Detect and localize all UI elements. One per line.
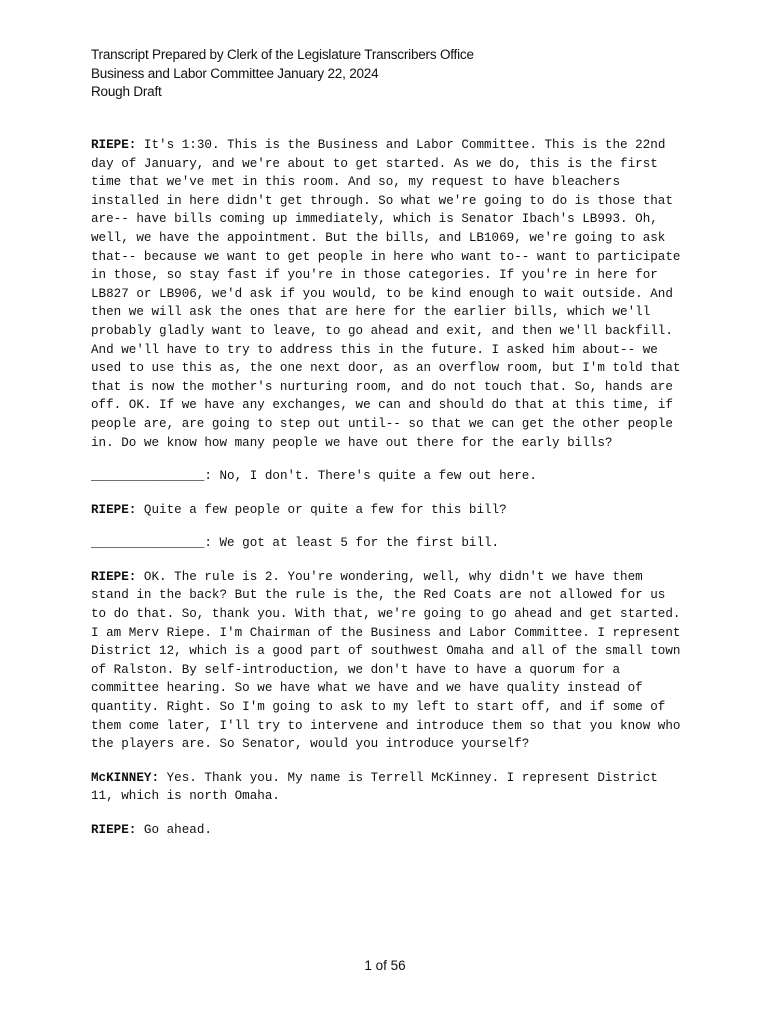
speaker-name: _______________:: [91, 469, 212, 484]
speech-text: Go ahead.: [143, 823, 212, 837]
transcript-paragraph: [91, 467, 681, 486]
transcript-paragraph: [91, 769, 681, 806]
transcript-paragraph: [91, 821, 681, 840]
speaker-name: _______________:: [91, 536, 212, 551]
header-line-3: Rough Draft: [91, 84, 162, 99]
speech-text: No, I don't. There's quite a few out here.: [219, 469, 537, 484]
speaker-name: RIEPE:: [91, 502, 137, 517]
transcript-paragraph: [91, 136, 681, 452]
speaker-name: RIEPE:: [91, 569, 137, 584]
transcript-body: [91, 136, 681, 855]
header-line-2: Business and Labor Committee January 22, 2024: [91, 65, 379, 81]
transcript-paragraph: [91, 568, 681, 754]
speaker-name: McKINNEY:: [91, 770, 160, 785]
speaker-name: RIEPE:: [91, 138, 137, 152]
speech-text: Yes. Thank you. My name is Terrell McKinney. I represent District 11, which is north Omaha.: [91, 770, 658, 804]
header-line-1: Transcript Prepared by Clerk of the Legislature Transcribers Office: [91, 47, 474, 62]
speech-text: Quite a few people or quite a few for this bill?: [143, 502, 507, 517]
speech-text: It's 1:30. This is the Business and Labor Committee. This is the 22nd day of January, and we're about to get started. As we do, this is the first time that we've met in this room. And so, my request to have bleachers installed in here didn't get through. So what we're going to do is those that are-- have bills coming up immediately, which is Senator Ibach's LB993. Oh, well, we have the appointment. But the bills, and LB1069, we're going to ask that-- because we want to get people in here who want to-- want to participate in those, so stay fast if you're in those categories. If you're in here for LB827 or LB906, we'd ask if you would, to be kind enough to wait outside. And then we will ask the ones that are here for the earlier bills, which we'll probably gladly want to leave, to go ahead and exit, and then we'll backfill. And we'll have to try to address this in the future. I asked him about-- we used to use this as, the one next door, as an overflow room, but I'm told that that is now the mother's nurturing room, and do not touch that. So, hands are off. OK. If we have any exchanges, we can and should do that at this time, if people are, are going to step out until-- so that we can get the other people in. Do we know how many people we have out there for the early bills?: [91, 138, 681, 450]
speech-text: OK. The rule is 2. You're wondering, well, why didn't we have them stand in the back? But the rule is the, the Red Coats are not allowed for us to do that. So, thank you. With that, we're going to go ahead and get started. I am Merv Riepe. I'm Chairman of the Business and Labor Committee. I represent District 12, which is a good part of southwest Omaha and all of the small town of Ralston. By self-introduction, we don't have to have a quorum for a committee hearing. So we have what we have and we have quality instead of quantity. Right. So I'm going to ask to my left to start off, and if some of them come later, I'll try to intervene and introduce them so that you know who the players are. So Senator, would you introduce yourself?: [91, 569, 681, 752]
page-number: 1 of 56: [364, 958, 406, 973]
transcript-paragraph: [91, 534, 681, 553]
transcript-header: [91, 46, 474, 102]
speech-text: We got at least 5 for the first bill.: [219, 536, 500, 551]
speaker-name: RIEPE:: [91, 823, 137, 837]
transcript-paragraph: [91, 501, 681, 520]
